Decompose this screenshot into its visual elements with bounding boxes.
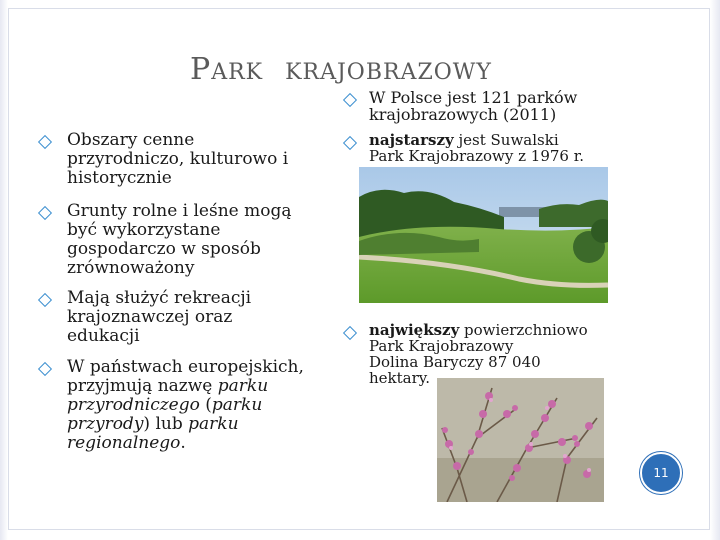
bullet-icon — [343, 326, 357, 340]
left-edge-decoration — [0, 0, 8, 540]
bullet-icon — [38, 206, 52, 220]
text-line: krajoznawczej oraz — [67, 307, 233, 327]
right-bullet-3 — [345, 322, 588, 386]
blossom-photo — [437, 378, 604, 502]
landscape-photo — [359, 167, 608, 303]
text-line: przyrodniczo, kulturowo i — [67, 149, 289, 169]
text-line: przyrody) lub parku — [67, 414, 239, 434]
right-bullet-3-text — [369, 322, 588, 386]
text-line: edukacji — [67, 326, 140, 346]
text-line: W państwach europejskich, — [67, 357, 304, 377]
page-number-badge: 11 — [640, 452, 682, 494]
bullet-icon — [38, 362, 52, 376]
title-initial: P — [190, 52, 212, 87]
left-bullet-4-text — [67, 358, 304, 453]
text-line: Park Krajobrazowy — [369, 337, 514, 355]
bullet-icon — [343, 136, 357, 150]
text-line: historycznie — [67, 168, 172, 188]
bullet-icon — [38, 135, 52, 149]
text-line: Park Krajobrazowy z 1976 r. — [369, 147, 585, 165]
bullet-icon — [343, 93, 357, 107]
text-line: zrównoważony — [67, 258, 195, 278]
right-bullet-2 — [345, 132, 584, 164]
left-bullet-4 — [40, 358, 304, 453]
text-line: krajobrazowych (2011) — [369, 105, 557, 124]
right-bullet-1-text — [369, 89, 577, 123]
left-bullet-3-text — [67, 289, 251, 346]
text-line: gospodarczo w sposób — [67, 239, 261, 259]
text-line: Dolina Baryczy 87 040 — [369, 353, 541, 371]
text-line: największy powierzchniowo — [369, 321, 588, 339]
title-rest: ARK — [211, 60, 264, 85]
left-bullet-1-text — [67, 131, 288, 188]
right-edge-decoration — [710, 0, 720, 540]
right-bullet-2-text — [369, 132, 584, 164]
right-bullet-1 — [345, 89, 577, 123]
left-bullet-3 — [40, 289, 251, 346]
text-line: przyjmują nazwę parku — [67, 376, 269, 396]
text-line: W Polsce jest 121 parków — [369, 88, 578, 107]
text-line: Mają służyć rekreacji — [67, 288, 252, 308]
text-line: być wykorzystane — [67, 220, 221, 240]
left-bullet-2-text — [67, 202, 292, 278]
text-line: przyrodniczego (parku — [67, 395, 263, 415]
slide-title — [190, 52, 492, 87]
left-bullet-1 — [40, 131, 288, 188]
title-second-word: KRAJOBRAZOWY — [285, 60, 492, 85]
text-line: najstarszy jest Suwalski — [369, 131, 559, 149]
text-line: hektary. — [369, 369, 431, 387]
text-line: Obszary cenne — [67, 130, 195, 150]
text-line: Grunty rolne i leśne mogą — [67, 201, 292, 221]
bullet-icon — [38, 293, 52, 307]
left-bullet-2 — [40, 202, 292, 278]
text-line: regionalnego. — [67, 433, 186, 453]
